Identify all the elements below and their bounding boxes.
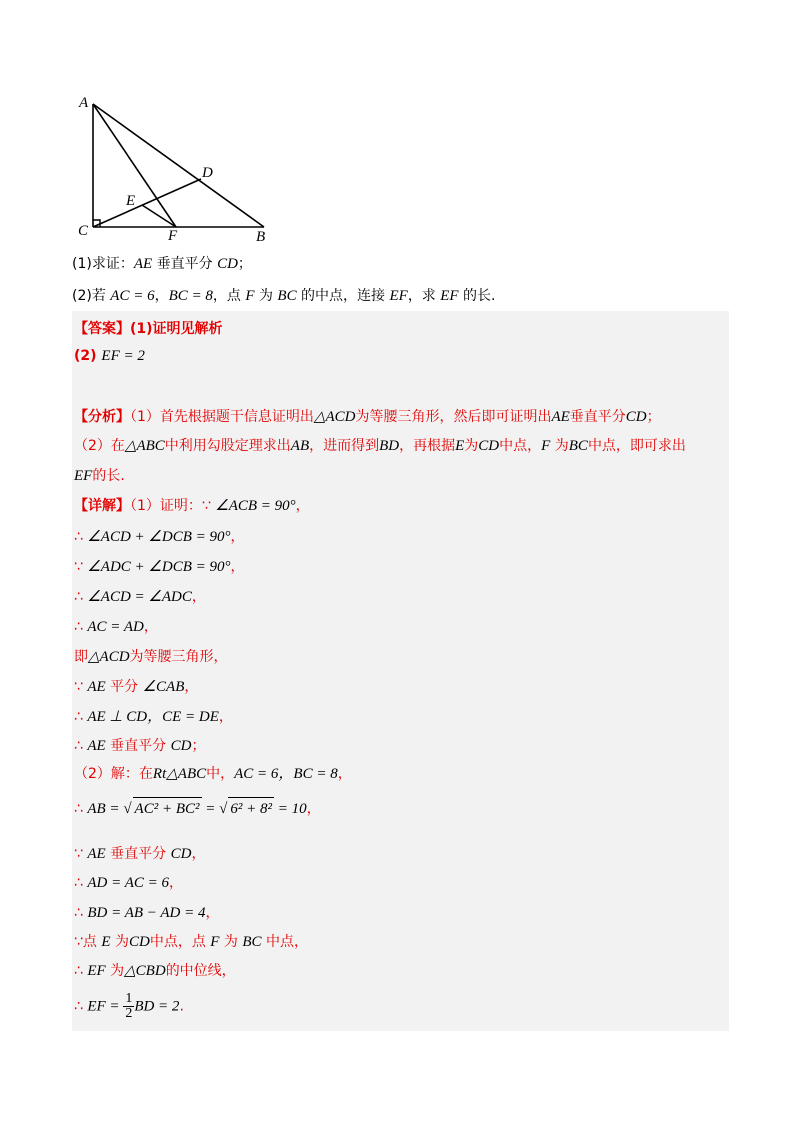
analysis-l2-m3: BD — [379, 438, 400, 454]
analysis-l2-m7: BC — [568, 438, 588, 454]
detail-line4 — [74, 586, 206, 608]
detail-line1 — [74, 495, 310, 517]
detail-s15-c: 中点，点 — [149, 934, 211, 950]
detail-line13 — [74, 872, 183, 894]
detail-s10-b: 中， — [206, 766, 235, 782]
label-A: A — [79, 95, 89, 111]
detail-s16-b: 为 — [105, 963, 125, 979]
q2-end: 的长. — [458, 288, 496, 304]
detail-s15-a: ∵点 — [74, 934, 102, 950]
sqrt-sign-2: √ — [219, 801, 228, 817]
detail-s15-e: 中点， — [261, 934, 308, 950]
detail-line5 — [74, 616, 158, 638]
label-C: C — [78, 223, 89, 239]
analysis-l1-d: ； — [646, 409, 661, 425]
q2-math-bc: BC = 8 — [168, 288, 213, 304]
detail-s3-a: ∵ — [74, 559, 88, 575]
detail-s12-c: ， — [191, 846, 206, 862]
question-part1 — [72, 254, 252, 274]
detail-s16-m2: △CBD — [124, 963, 166, 979]
analysis-l2-m5: CD — [478, 438, 500, 454]
analysis-l3-m1: EF — [74, 468, 93, 484]
detail-s13-b: ， — [169, 875, 183, 891]
detail-s12-m1: AE — [87, 846, 106, 862]
detail-s11-sq2: 6² + 8² — [228, 797, 274, 820]
q1-end: ； — [237, 256, 252, 272]
detail-s2-b: ， — [230, 529, 245, 545]
detail-s17-a: ∴ — [74, 998, 88, 1015]
detail-s15-m3: F — [210, 934, 220, 950]
detail-s5-a: ∴ — [74, 619, 88, 635]
segment-CD — [93, 179, 201, 227]
detail-s10-a: （2）解：在 — [74, 766, 153, 782]
analysis-l2-c: ，进而得到 — [309, 438, 380, 454]
answer-part2-math: EF = 2 — [101, 348, 145, 364]
q2-math-bc2: BC — [277, 288, 297, 304]
q1-mid: 垂直平分 — [152, 256, 218, 272]
analysis-line3 — [74, 465, 125, 487]
fraction-one-half — [123, 992, 134, 1021]
analysis-l2-m2: AB — [290, 438, 310, 454]
detail-s8-m: AE ⊥ CD，CE = DE — [87, 709, 219, 725]
detail-line10 — [74, 763, 352, 785]
analysis-l2-m4: E — [455, 438, 465, 454]
detail-s4-a: ∴ — [74, 589, 88, 605]
label-E: E — [126, 193, 136, 209]
detail-line3 — [74, 556, 245, 578]
analysis-l2-h: 中点，即可求出 — [587, 438, 686, 454]
detail-s1-m: ∠ACB = 90° — [215, 498, 296, 514]
detail-s7-a: ∵ — [74, 679, 88, 695]
analysis-l3-a: 的长. — [92, 468, 125, 484]
detail-s6-m: △ACD — [88, 649, 130, 665]
detail-s11-b: ， — [306, 801, 321, 817]
figure-drawing — [72, 92, 284, 250]
q2-mid2: 为 — [254, 288, 278, 304]
analysis-tag: 【分析】 — [74, 409, 130, 425]
fraction-denominator: 2 — [125, 1006, 133, 1021]
analysis-line1 — [74, 406, 661, 428]
detail-s9-a: ∴ — [74, 738, 88, 754]
detail-s12-m2: CD — [170, 846, 192, 862]
analysis-l2-m6: F — [541, 438, 551, 454]
q2-math-f: F — [245, 288, 255, 304]
analysis-l1-b: 为等腰三角形，然后即可证明出 — [355, 409, 552, 425]
detail-s11-m1: AB = — [87, 801, 124, 817]
detail-s9-m1: AE — [87, 738, 106, 754]
detail-s7-b: 平分 — [105, 679, 143, 695]
q2-mid4: ，求 — [407, 288, 441, 304]
detail-s7-m1: AE — [87, 679, 106, 695]
q2-mid1: ，点 — [212, 288, 246, 304]
detail-s5-b: ， — [143, 619, 158, 635]
q2-sep: ， — [154, 288, 169, 304]
detail-s14-b: ， — [205, 905, 220, 921]
detail-s16-a: ∴ — [74, 963, 88, 979]
detail-s7-m2: ∠CAB — [142, 679, 185, 695]
detail-line16 — [74, 960, 236, 982]
analysis-l2-d: ，再根据 — [399, 438, 456, 454]
detail-s14-a: ∴ — [74, 905, 88, 921]
analysis-l1-m2: AE — [551, 409, 570, 425]
detail-s15-m4: BC — [242, 934, 262, 950]
analysis-l2-g: 为 — [550, 438, 569, 454]
detail-s13-m: AD = AC = 6 — [87, 875, 169, 891]
detail-s3-m: ∠ADC + ∠DCB = 90° — [87, 559, 231, 575]
detail-s2-m: ∠ACD + ∠DCB = 90° — [87, 529, 231, 545]
detail-s4-b: ， — [191, 589, 206, 605]
detail-s10-m2: AC = 6，BC = 8 — [234, 766, 338, 782]
detail-line15 — [74, 931, 308, 953]
answer-line1 — [74, 318, 223, 340]
label-D: D — [202, 165, 213, 181]
detail-line7 — [74, 676, 198, 698]
detail-s11-sq1: AC² + BC² — [133, 797, 202, 820]
detail-s9-b: 垂直平分 — [105, 738, 171, 754]
detail-line14 — [74, 902, 220, 924]
answer-line2 — [74, 345, 145, 367]
detail-line11 — [74, 797, 321, 820]
detail-s14-m: BD = AB − AD = 4 — [87, 905, 206, 921]
detail-s10-m1: Rt△ABC — [152, 766, 207, 782]
q1-prefix: (1)求证： — [72, 256, 134, 272]
detail-s11-eq: = — [201, 801, 220, 817]
detail-s12-b: 垂直平分 — [105, 846, 171, 862]
detail-line9 — [74, 735, 205, 757]
detail-s4-m: ∠ACD = ∠ADC — [87, 589, 192, 605]
detail-line2 — [74, 526, 245, 548]
detail-s6-a: 即 — [74, 649, 88, 665]
detail-line17 — [74, 992, 184, 1021]
label-B: B — [256, 229, 266, 245]
detail-s6-b: 为等腰三角形， — [129, 649, 228, 665]
detail-line8 — [74, 706, 233, 728]
detail-s15-d: 为 — [219, 934, 243, 950]
analysis-l2-m1: △ABC — [124, 438, 165, 454]
fraction-numerator: 1 — [125, 991, 133, 1006]
q1-math-ae: AE — [133, 256, 153, 272]
answer-part2-prefix: (2) — [74, 348, 102, 364]
detail-s1-b: ， — [295, 498, 310, 514]
detail-line12 — [74, 843, 205, 865]
detail-s3-b: ， — [230, 559, 245, 575]
q2-math-ef: EF — [389, 288, 408, 304]
detail-line6 — [74, 646, 228, 668]
detail-s5-m: AC = AD — [87, 619, 144, 635]
analysis-l2-f: 中点， — [499, 438, 542, 454]
answer-tag: 【答案】 — [74, 321, 130, 337]
analysis-l1-c: 垂直平分 — [569, 409, 626, 425]
label-F: F — [168, 228, 178, 244]
detail-s8-b: ， — [218, 709, 233, 725]
detail-s13-a: ∴ — [74, 875, 88, 891]
question-part2 — [72, 286, 496, 306]
detail-s10-c: ， — [337, 766, 352, 782]
detail-s17-b: . — [179, 998, 184, 1015]
analysis-l2-b: 中利用勾股定理求出 — [164, 438, 291, 454]
detail-s15-m1: E — [101, 934, 111, 950]
q1-math-cd: CD — [217, 256, 238, 272]
detail-s1-a: （1）证明：∵ — [130, 498, 216, 514]
q2-math-ef2: EF — [440, 288, 459, 304]
detail-s16-c: 的中位线， — [165, 963, 236, 979]
detail-s7-c: ， — [184, 679, 199, 695]
detail-s9-c: ； — [191, 738, 206, 754]
analysis-l1-m1: △ACD — [313, 409, 356, 425]
analysis-l2-a: （2）在 — [74, 438, 125, 454]
analysis-l1-a: （1）首先根据题干信息证明出 — [130, 409, 314, 425]
q2-prefix: (2)若 — [72, 288, 111, 304]
detail-s9-m2: CD — [170, 738, 192, 754]
detail-s17-m2: BD = 2 — [134, 998, 180, 1015]
detail-s12-a: ∵ — [74, 846, 88, 862]
detail-s11-m2: = 10 — [273, 801, 307, 817]
detail-s2-a: ∴ — [74, 529, 88, 545]
analysis-l2-e: 为 — [464, 438, 479, 454]
detail-tag: 【详解】 — [74, 498, 130, 514]
detail-s16-m1: EF — [87, 963, 106, 979]
analysis-l1-m3: CD — [625, 409, 647, 425]
segment-AB — [93, 104, 264, 227]
segment-EF — [142, 205, 176, 227]
analysis-line2 — [74, 435, 686, 457]
sqrt-sign-1: √ — [123, 801, 132, 817]
detail-s15-m2: CD — [128, 934, 150, 950]
q2-math-ac: AC = 6 — [110, 288, 155, 304]
detail-s15-b: 为 — [110, 934, 129, 950]
answer-part1: (1)证明见解析 — [130, 321, 223, 337]
q2-mid3: 的中点，连接 — [296, 288, 390, 304]
triangle-figure — [72, 92, 284, 250]
detail-s11-a: ∴ — [74, 801, 88, 817]
detail-s17-m1: EF = — [87, 998, 124, 1015]
detail-s8-a: ∴ — [74, 709, 88, 725]
